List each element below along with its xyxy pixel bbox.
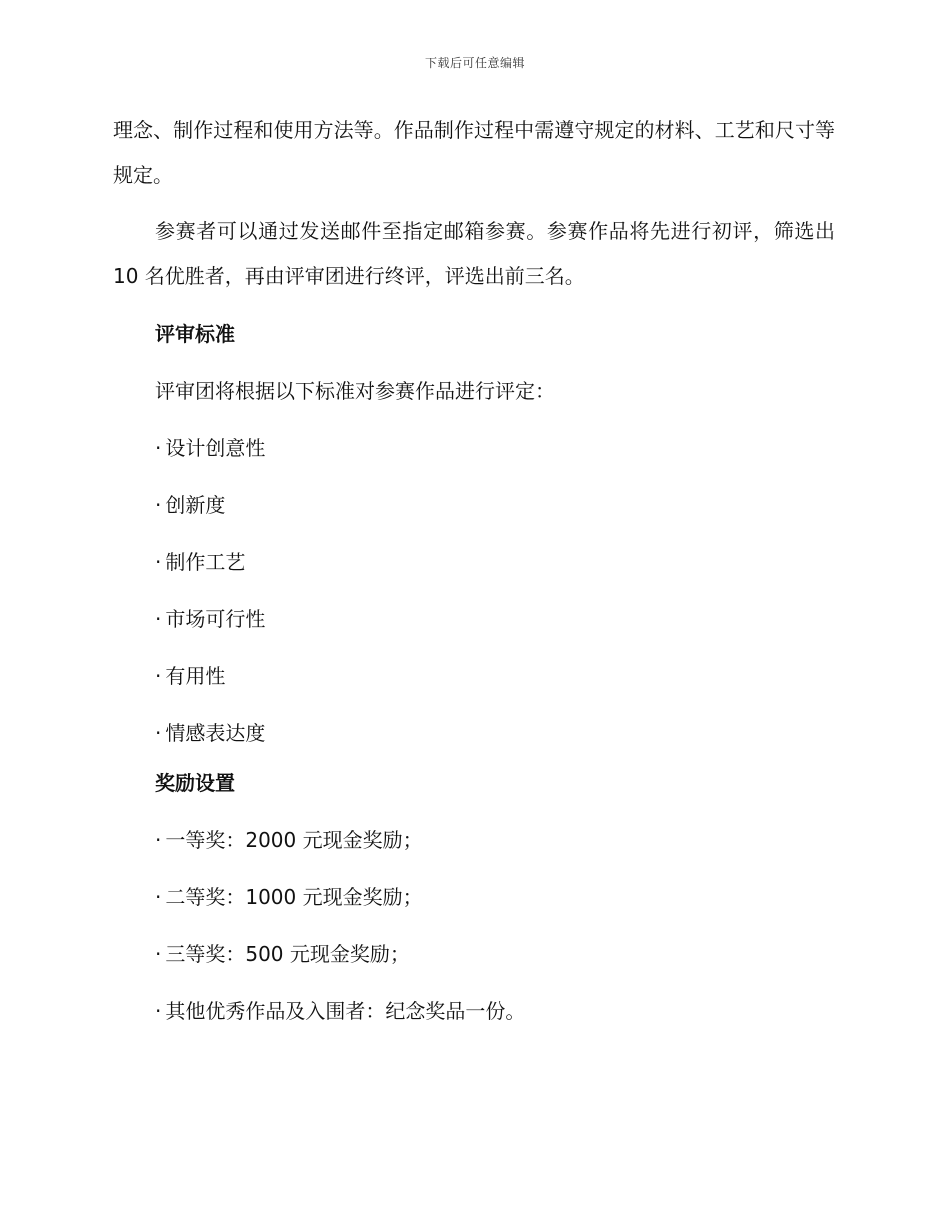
list-item: · 二等奖：1000 元现金奖励； <box>155 885 423 909</box>
paragraph-continuation: 理念、制作过程和使用方法等。作品制作过程中需遵守规定的材料、工艺和尺寸等规定。 <box>113 118 835 187</box>
list-item: · 制作工艺 <box>155 550 246 574</box>
bullet-icon: · <box>155 942 162 966</box>
bullet-icon: · <box>155 999 162 1023</box>
awards-list <box>113 825 835 1026</box>
bullet-icon: · <box>155 828 162 852</box>
bullet-icon: · <box>155 721 162 745</box>
list-item: · 市场可行性 <box>155 607 266 631</box>
list-item: · 设计创意性 <box>155 436 266 460</box>
paragraph-submission: 参赛者可以通过发送邮件至指定邮箱参赛。参赛作品将先进行初评，筛选出 10 名优胜者，再由评审团进行终评，评选出前三名。 <box>113 219 835 288</box>
bullet-icon: · <box>155 436 162 460</box>
bullet-icon: · <box>155 550 162 574</box>
criteria-intro: 评审团将根据以下标准对参赛作品进行评定： <box>155 379 555 403</box>
page-header: 下载后可任意编辑 <box>424 56 525 70</box>
list-item: · 创新度 <box>155 493 226 517</box>
list-item: · 其他优秀作品及入围者：纪念奖品一份。 <box>155 999 526 1023</box>
document-body <box>113 108 835 1026</box>
bullet-icon: · <box>155 664 162 688</box>
list-item: · 有用性 <box>155 664 226 688</box>
bullet-icon: · <box>155 607 162 631</box>
list-item: · 三等奖：500 元现金奖励； <box>155 942 410 966</box>
bullet-icon: · <box>155 885 162 909</box>
list-item: · 情感表达度 <box>155 721 266 745</box>
criteria-list <box>113 433 835 748</box>
section-title-awards: 奖励设置 <box>155 771 235 795</box>
section-title-criteria: 评审标准 <box>155 322 235 346</box>
bullet-icon: · <box>155 493 162 517</box>
list-item: · 一等奖：2000 元现金奖励； <box>155 828 423 852</box>
